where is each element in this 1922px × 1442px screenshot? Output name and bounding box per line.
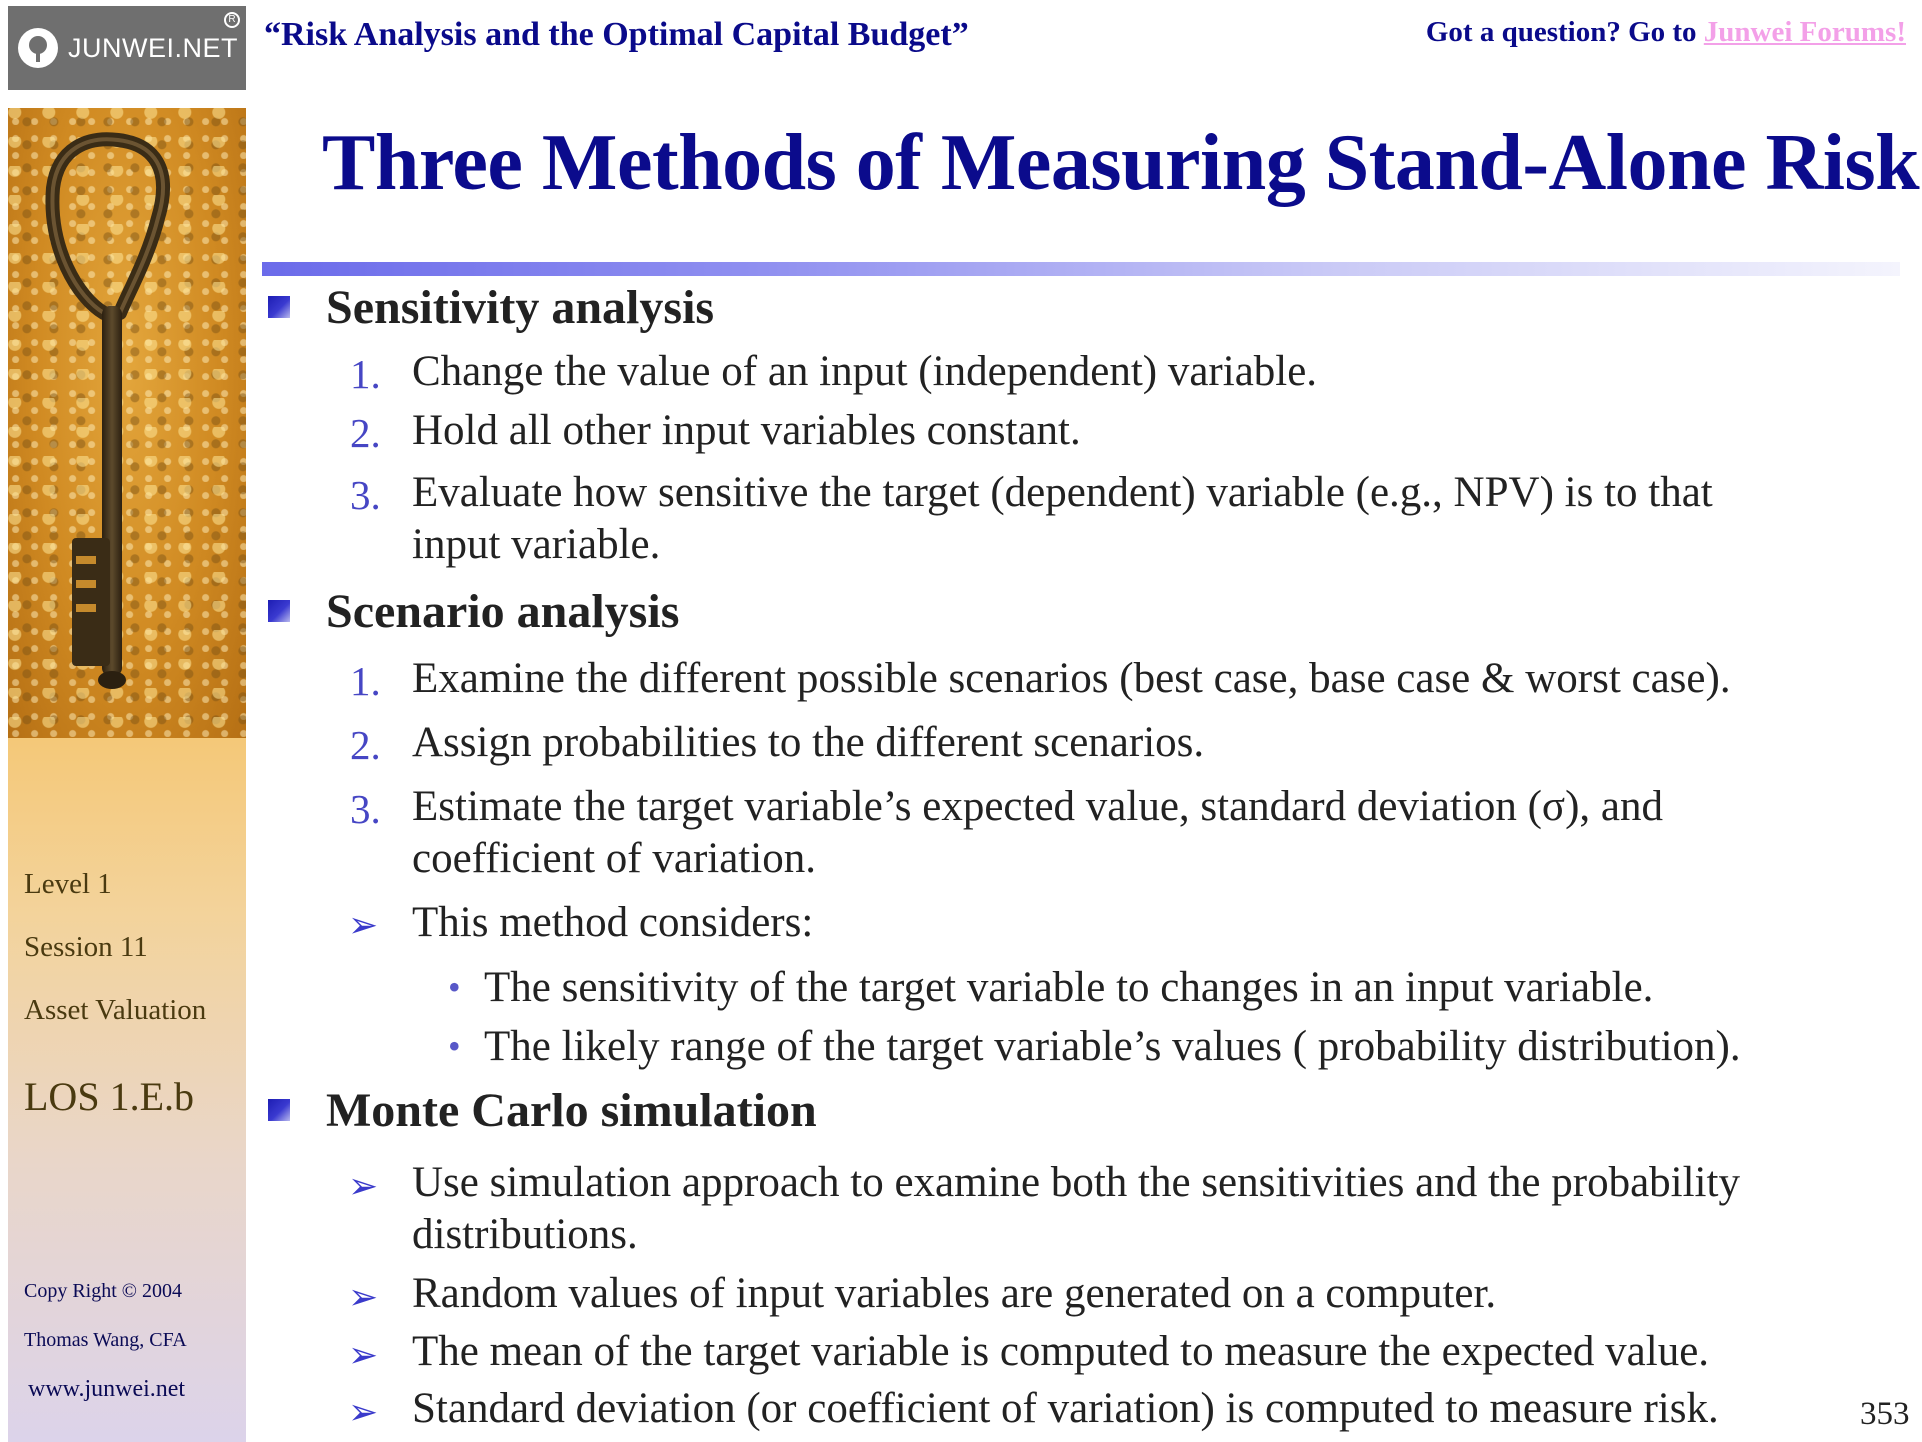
sub-list-item: The likely range of the target variable’s values ( probability distribution). xyxy=(484,1023,1741,1070)
list-item-continuation: input variable. xyxy=(412,521,661,568)
document-subject: “Risk Analysis and the Optimal Capital Budget” xyxy=(264,16,969,53)
junwei-logo[interactable] xyxy=(8,6,246,90)
list-item: Use simulation approach to examine both the sensitivities and the probability xyxy=(412,1159,1740,1206)
section-heading: Sensitivity analysis xyxy=(326,281,715,334)
list-item: Evaluate how sensitive the target (dependent) variable (e.g., NPV) is to that xyxy=(412,469,1713,516)
logo-text: JUNWEI.NET xyxy=(68,32,238,63)
list-item: Hold all other input variables constant. xyxy=(412,407,1081,454)
list-item: Change the value of an input (independent) variable. xyxy=(412,348,1318,395)
section-heading: Monte Carlo simulation xyxy=(326,1084,817,1137)
key-illustration xyxy=(8,108,246,738)
los-label: LOS 1.E.b xyxy=(24,1074,194,1119)
arrow-bullet-icon: ➢ xyxy=(348,1277,379,1317)
list-item: Estimate the target variable’s expected value, standard deviation (σ), and xyxy=(412,783,1663,830)
item-number: 2. xyxy=(350,722,381,768)
antique-key-image xyxy=(8,108,246,738)
slide-title: Three Methods of Measuring Stand-Alone Risk xyxy=(322,119,1920,207)
sidebar-info-panel xyxy=(8,738,246,1442)
question-prompt-text: Got a question? Go to xyxy=(1425,16,1697,48)
list-item-continuation: coefficient of variation. xyxy=(412,835,816,882)
dot-bullet-icon: • xyxy=(448,1026,461,1066)
list-item-continuation: distributions. xyxy=(412,1211,638,1258)
level-label: Level 1 xyxy=(24,868,112,900)
junwei-logo-icon xyxy=(18,28,58,68)
item-number: 1. xyxy=(350,351,381,397)
section-bullet-icon xyxy=(268,296,290,318)
section-bullet-icon xyxy=(268,1099,290,1121)
arrow-bullet-icon: ➢ xyxy=(348,1166,379,1206)
arrow-bullet-icon: ➢ xyxy=(348,1335,379,1375)
registered-mark-icon: R xyxy=(224,12,240,28)
list-item: Assign probabilities to the different scenarios. xyxy=(412,719,1205,766)
section-heading: Scenario analysis xyxy=(326,585,680,638)
forum-link[interactable]: Junwei Forums! xyxy=(1703,16,1906,48)
arrow-bullet-icon: ➢ xyxy=(348,1392,379,1432)
arrow-bullet-icon: ➢ xyxy=(348,905,379,945)
question-prompt xyxy=(1426,16,1906,49)
title-divider xyxy=(262,262,1900,276)
item-number: 3. xyxy=(350,786,381,832)
list-item: This method considers: xyxy=(412,899,814,946)
list-item: The mean of the target variable is computed to measure the expected value. xyxy=(412,1328,1710,1375)
topic-label: Asset Valuation xyxy=(24,994,207,1026)
dot-bullet-icon: • xyxy=(448,967,461,1007)
section-bullet-icon xyxy=(268,600,290,622)
sidebar xyxy=(8,6,246,1442)
item-number: 2. xyxy=(350,410,381,456)
sub-list-item: The sensitivity of the target variable to changes in an input variable. xyxy=(484,964,1654,1011)
item-number: 1. xyxy=(350,658,381,704)
list-item: Standard deviation (or coefficient of variation) is computed to measure risk. xyxy=(412,1385,1719,1432)
list-item: Examine the different possible scenarios (best case, base case & worst case). xyxy=(412,655,1731,702)
author-text: Thomas Wang, CFA xyxy=(24,1329,187,1351)
session-label: Session 11 xyxy=(24,931,148,963)
page-number: 353 xyxy=(1860,1396,1910,1432)
item-number: 3. xyxy=(350,472,381,518)
copyright-text: Copy Right © 2004 xyxy=(24,1280,182,1302)
list-item: Random values of input variables are generated on a computer. xyxy=(412,1270,1497,1317)
website-link[interactable]: www.junwei.net xyxy=(28,1376,186,1402)
